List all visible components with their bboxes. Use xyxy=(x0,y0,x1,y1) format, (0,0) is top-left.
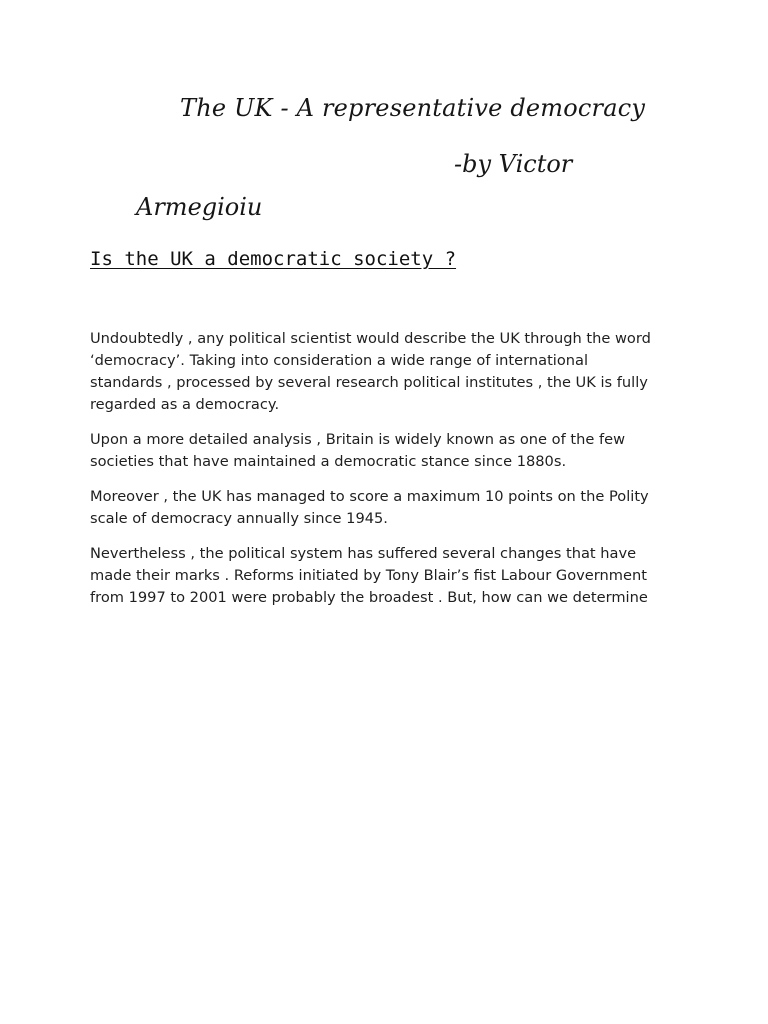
text-line: standards , processed by several research political institutes , the UK is fully xyxy=(90,374,648,391)
author-surname: Armegioiu xyxy=(136,193,263,221)
text-line: societies that have maintained a democratic stance since 1880s. xyxy=(90,453,567,470)
text-line: ‘democracy’. Taking into consideration a wide range of international xyxy=(90,352,589,369)
section-heading: Is the UK a democratic society ? xyxy=(90,248,457,270)
text-line: regarded as a democracy. xyxy=(90,396,280,413)
document-title: The UK - A representative democracy xyxy=(180,94,646,122)
text-line: made their marks . Reforms initiated by Tony Blair’s fist Labour Government xyxy=(90,567,647,584)
text-line: from 1997 to 2001 were probably the broadest . But, how can we determine xyxy=(90,589,648,606)
paragraph xyxy=(90,486,690,530)
author-byline: -by Victor xyxy=(454,150,573,178)
text-line: scale of democracy annually since 1945. xyxy=(90,510,388,527)
body-text xyxy=(90,328,690,622)
paragraph xyxy=(90,543,690,609)
text-line: Moreover , the UK has managed to score a maximum 10 points on the Polity xyxy=(90,488,649,505)
text-line: Nevertheless , the political system has suffered several changes that have xyxy=(90,545,637,562)
paragraph xyxy=(90,328,690,416)
text-line: Upon a more detailed analysis , Britain is widely known as one of the few xyxy=(90,431,626,448)
text-line: Undoubtedly , any political scientist would describe the UK through the word xyxy=(90,330,651,347)
paragraph xyxy=(90,429,690,473)
